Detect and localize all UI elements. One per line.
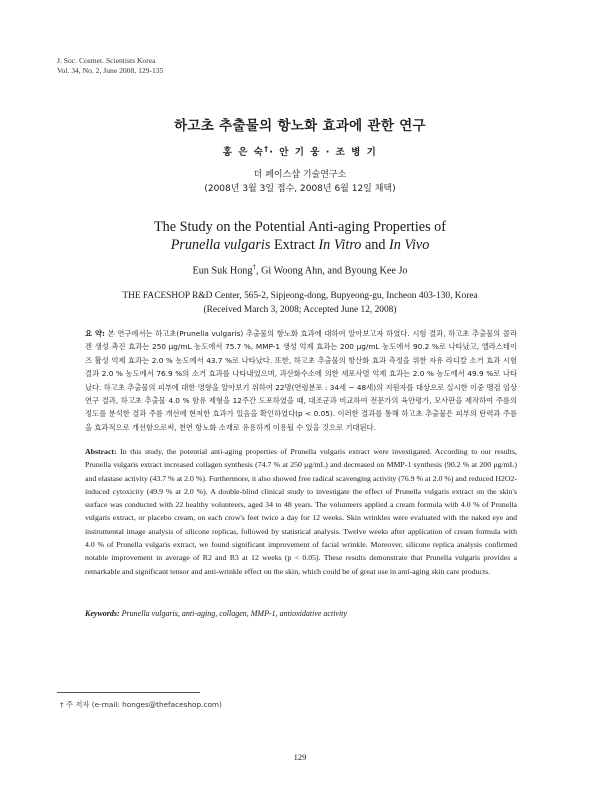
keywords	[85, 609, 517, 618]
keywords-label: Keywords:	[85, 609, 120, 618]
journal-citation	[57, 56, 163, 76]
title-and: and	[361, 237, 389, 253]
english-abstract-text: In this study, the potential anti-aging properties of Prunella vulgaris extract were investigated. According to our results, Prunella vulgaris extract increased collagen synthesis (74.7 % at 250 μg/mL) and decreased on MMP-1 synthesis (90.2 % at 200 μg/mL) and elastase activity (43.7 % at 2.0 %). Furthermore, it also showed free radical scavenging activity (76.9 % at 2.0 %) and reduced H2O2-induced cytoxicity (49.9 % at 2.0 %). A double-blind clinical study to investigate the effect of Prunella vulgaris extract on the skin's surface was conducted with 22 healthy volunteers, aged 34 to 48 years. The volunteers applied a cream formula with 4.0 % of Prunella vulgaris extract, or placebo cream, on each crow's feet twice a day for 12 weeks. Skin wrinkles were evaluated with the naked eye and instrumental image analysis of silicone replicas, followed by statistical analysis. Twelve weeks after application of cream formula with 4.0 % of Prunella vulgaris extract, we found significant improvement of facial wrinkle. Moreover, silicone replica analysis confirmed notable improvement in average of R2 and R3 at 12 weeks (p < 0.05). These results demonstrate that Prunella vulgaris provides a remarkable and significant tensor and anti-wrinkle effect on the skin, which could be of great use in anti-aging skin care products.	[85, 447, 518, 576]
footnote	[60, 700, 222, 710]
keywords-text: Prunella vulgaris, anti-aging, collagen, MMP-1, antioxidative activity	[121, 609, 347, 618]
english-authors	[0, 263, 600, 276]
english-affiliation: THE FACESHOP R&D Center, 565-2, Sipjeong-dong, Bupyeong-gu, Incheon 403-130, Korea	[122, 291, 478, 301]
title-in-vitro: In Vitro	[318, 237, 362, 253]
korean-abstract-label: 요 약:	[85, 329, 105, 338]
korean-abstract-text: 본 연구에서는 하고초(Prunella vulgaris) 추출물의 항노화 효과에 대하여 알아보고자 하였다. 시험 결과, 하고초 추출물의 콜라겐 생성 촉진 효과는 250 μg/mL 농도에서 75.7 %, MMP-1 생성 억제 효과는 200 μg/mL 농도에서 90.2 %로 나타났고, 엘라스테이즈 활성 억제 효과는 2.0 % 농도에서 43.7 %로 나타났다. 또한, 하고초 추출물의 항산화 효과 측정을 위한 자유 라디칼 소거 효과 시험 결과 2.0 % 농도에서 76.9 %의 소거 효과를 나타내었으며, 과산화수소에 의한 세포사멸 억제 효과는 2.0 % 농도에서 49.9 %로 나타났다. 하고초 추출물의 피부에 대한 영향을 알아보기 위하여 22명(연령분포 : 34세 ~ 48세)의 지원자를 대상으로 실시한 이중 맹검 임상 연구 결과, 하고초 추출물 4.0 % 함유 제형을 12주간 도포하였을 때, 대조군과 비교하여 전문가의 육안평가, 모사판을 제작하여 주름의 정도를 분석한 결과 주름 개선에 현저한 효과가 있음을 확인하였다(p < 0.05). 이러한 결과를 통해 하고초 추출물은 피부의 탄력과 주름을 효과적으로 개선함으로써, 천연 항노화 소재로 유용하게 이용될 수 있을 것으로 기대된다.	[85, 329, 517, 432]
english-abstract	[85, 445, 517, 578]
korean-other-authors: · 안 기 웅 · 조 병 기	[269, 147, 378, 158]
english-corresponding-mark: †	[252, 263, 256, 271]
corresponding-mark: †	[264, 144, 270, 153]
korean-dates: (2008년 3월 3일 접수, 2008년 6월 12일 채택)	[204, 184, 396, 194]
title-text: Extract	[270, 237, 319, 253]
title-in-vivo: In Vivo	[389, 237, 430, 253]
korean-first-author: 홍 은 숙	[222, 147, 265, 158]
english-title-line2	[0, 236, 600, 254]
footnote-text: 주 저자 (e-mail: honges@thefaceshop.com)	[65, 700, 222, 709]
english-title-line1: The Study on the Potential Anti-aging Properties of	[154, 219, 446, 235]
english-abstract-label: Abstract:	[85, 447, 117, 456]
korean-title: 하고초 추출물의 항노화 효과에 관한 연구	[174, 118, 426, 134]
english-first-author: Eun Suk Hong	[192, 265, 253, 277]
english-title	[0, 218, 600, 254]
korean-affiliation: 더 페이스샵 기술연구소	[253, 170, 347, 180]
english-other-authors: , Gi Woong Ahn, and Byoung Kee Jo	[255, 265, 408, 277]
journal-name: J. Soc. Cosmet. Scientists Korea	[57, 56, 156, 65]
english-affiliation-block	[0, 289, 600, 317]
english-dates: (Received March 3, 2008; Accepted June 12, 2008)	[203, 305, 397, 315]
footnote-mark: †	[60, 700, 64, 709]
footnote-divider	[57, 692, 200, 693]
journal-volume: Vol. 34, No. 2, June 2008, 129-135	[57, 66, 164, 75]
korean-abstract	[85, 327, 517, 434]
korean-authors	[0, 144, 600, 158]
page-number: 129	[293, 752, 307, 762]
species-name: Prunella vulgaris	[170, 237, 271, 253]
korean-affiliation-block	[0, 168, 600, 196]
